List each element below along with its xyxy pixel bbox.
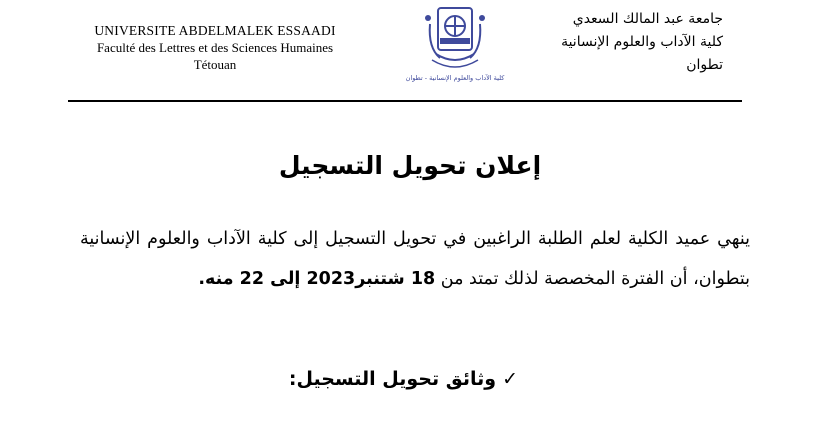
city-fr: Tétouan (193, 57, 237, 72)
header-divider (68, 100, 742, 102)
university-name-ar: جامعة عبد المالك السعدي (572, 11, 723, 27)
date-range: 18 شتنبر2023 إلى 22 منه. (198, 269, 436, 289)
check-mark-icon: ✓ (502, 368, 518, 390)
section-label: وثائق تحويل التسجيل: (288, 368, 497, 390)
header-arabic (493, 8, 723, 77)
announcement-title: إعلان تحويل التسجيل (278, 151, 542, 180)
faculty-name-ar: كلية الآداب والعلوم الإنسانية (561, 34, 723, 50)
documents-section-heading (289, 364, 518, 394)
city-ar: تطوان (686, 57, 723, 73)
faculty-name-fr: Faculté des Lettres et des Sciences Humaines (96, 40, 334, 55)
paragraph-text: ينهي عميد الكلية لعلم الطلبة الراغبين في تحويل التسجيل إلى كلية الآداب والعلوم الإنسانية بتطوان، أن الفترة المخصصة لذلك تمتد من (80, 229, 750, 289)
logo-caption: كلية الآداب والعلوم الإنسانية - تطوان (405, 74, 505, 82)
announcement-paragraph (80, 219, 750, 299)
university-name-fr: UNIVERSITE ABDELMALEK ESSAADI (94, 23, 336, 38)
header-french (50, 22, 380, 73)
